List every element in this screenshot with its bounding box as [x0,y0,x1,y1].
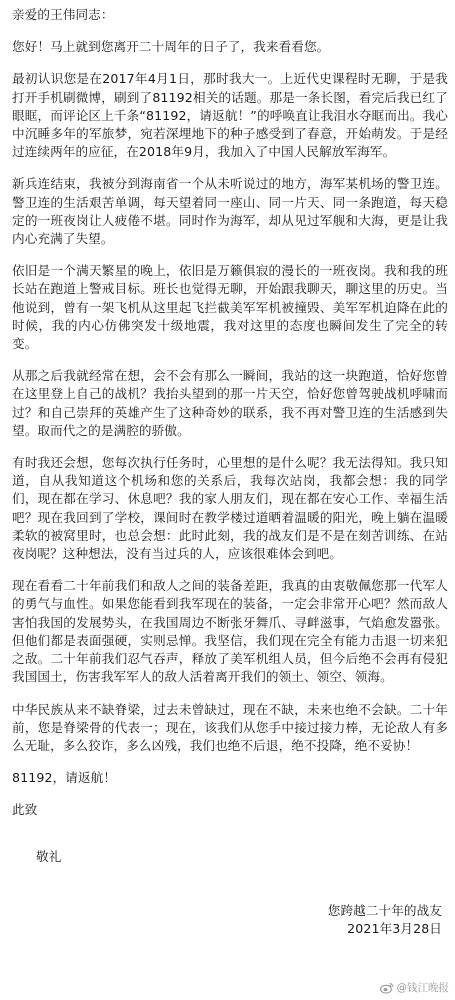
letter-signature: 您跨越二十年的战友 [327,902,442,918]
weibo-icon [380,982,394,994]
watermark [380,982,450,994]
watermark-text: @钱江晚报 [396,982,449,994]
letter-paragraph: 最初认识您是在2017年4月1日，那时我大一。上近代史课程时无聊，于是我打开手机刷微博，刷到了81192相关的话题。那是一条长图，看完后我已红了眼眶，而评论区上千条“81192，请返航！”的呼唤直让我泪水夺眶而出。我心中沉睡多年的军旅梦，宛若深埋地下的种子感受到了春意，开始萌发。于是经过连续两年的应征，在2018年9月，我加入了中国人民解放军海军。 [12,71,448,160]
letter-paragraph: 从那之后我就经常在想，会不会有那么一瞬间，我站的这一块跑道，恰好您曾在这里登上自己的战机？我抬头望到的那一片天空，恰好您曾驾驶战机呼啸而过？和自己崇拜的英雄产生了这种奇妙的联系，我不再对警卫连的生活感到失望。取而代之的是满腔的骄傲。 [12,368,448,438]
letter-greeting: 亲爱的王伟同志： [12,7,114,22]
letter-closing: 此致 [12,802,38,818]
letter-paragraph: 现在看看二十年前我们和敌人之间的装备差距，我真的由衷敬佩您那一代军人的勇气与血性。如果您能看到我军现在的装备，一定会非常开心吧？然而敌人害怕我国的发展势头，在我国周边不断张牙舞爪、寻衅滋事，气焰愈发嚣张。但他们都是表面强硬，实则忌惮。我坚信，我们现在完全有能力击退一切来犯之敌。二十年前我们忍气吞声，释放了美军机组人员，但今后绝不会再有侵犯我国国土，伤害我军军人的敌人活着离开我们的领土、领空、领海。 [12,578,448,685]
letter-paragraph: 依旧是一个满天繁星的晚上，依旧是万籁俱寂的漫长的一班夜岗。我和我的班长站在跑道上警戒目标。班长也觉得无聊，开始跟我聊天，聊这里的历史。当他说到，曾有一架飞机从这里起飞拦截美军军机被撞毁、美军军机迫降在此的时候，我的内心仿佛突发十级地震，我对这里的态度也瞬间发生了完全的转变。 [12,263,448,352]
letter [12,6,448,938]
letter-date: 2021年3月28日 [347,920,442,936]
letter-paragraph: 您好！马上就到您离开二十周年的日子了，我来看看您。 [12,39,330,55]
letter-paragraph: 新兵连结束，我被分到海南省一个从未听说过的地方，海军某机场的警卫连。警卫连的生活艰苦单调，每天望着同一座山、同一片天、同一条跑道，每天稳定的一班夜岗让人疲倦不堪。同时作为海军，却从见过军舰和大海，更是让我内心充满了失望。 [12,176,448,247]
letter-regards: 敬礼 [36,848,62,864]
letter-paragraph: 中华民族从来不缺脊梁，过去未曾缺过，现在不缺，未来也绝不会缺。二十年前，您是脊梁骨的代表一；现在，该我们从您手中接过接力棒，无论敌人有多么无耻，多么狡诈，多么凶残，我们也绝不后退，绝不投降，绝不妥协！ [12,701,448,753]
letter-paragraph: 81192，请返航！ [12,770,117,786]
letter-paragraph: 有时我还会想，您每次执行任务时，心里想的是什么呢？我无法得知。我只知道，自从我知道这个机场和您的关系后，我每次站岗，我都会想：我的同学们，现在都在学习、休息吧？我的家人朋友们，现在都在安心工作、幸福生活吧？现在我回到了学校，课间时在教学楼过道晒着温暖的阳光，晚上躺在温暖柔软的被窝里时，也总会想：此时此刻，我的战友们是不是在刻苦训练、在站夜岗呢？这种想法，没有当过兵的人，应该很难体会到吧。 [12,455,448,562]
